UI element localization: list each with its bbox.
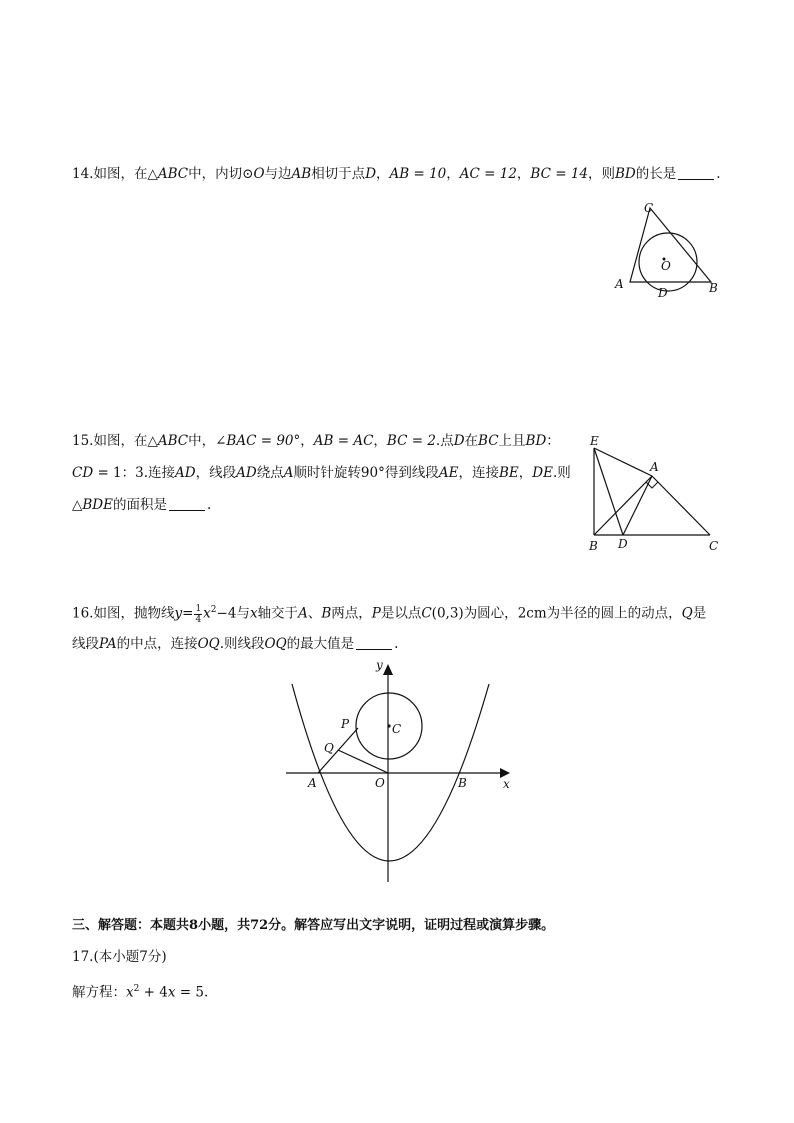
label-B: B (589, 539, 598, 553)
label-C: C (709, 539, 719, 553)
q15-text-line3: △BDE的面积是 . (72, 497, 212, 513)
label-C: C (392, 722, 402, 736)
label-D: D (658, 286, 668, 300)
label-A: A (615, 277, 624, 291)
fraction-one-quarter: $\frac{1}{4}$ (195, 603, 202, 625)
label-A: A (308, 776, 317, 790)
label-y: y (376, 658, 383, 672)
label-D: D (618, 537, 628, 551)
label-B: B (458, 776, 467, 790)
label-B: B (709, 281, 718, 295)
section-heading: 三、解答题：本题共8小题，共72分。解答应写出文字说明，证明过程或演算步骤。 (72, 918, 555, 933)
label-E: E (590, 434, 599, 448)
q15-text-line1: 15.如图，在△ABC中，∠BAC = 90°，AB = AC，BC = 2.点D在BC上且BD： (72, 433, 560, 449)
answer-blank[interactable] (169, 496, 205, 511)
q14-text: 14.如图，在△ABC中，内切⊙O与边AB相切于点D，AB = 10，AC = 12，BC = 14，则BD的长是 . (72, 166, 721, 182)
answer-blank[interactable] (678, 165, 714, 180)
q15-text-line2: CD = 1：3.连接AD，线段AD绕点A顺时针旋转90°得到线段AE，连接BE，DE.则 (72, 465, 571, 481)
label-A: A (650, 460, 659, 474)
q16-text-line1: 16.如图，抛物线y= $\frac{1}{4}$ $x^2-4$与x轴交于A、B两点，P是以点C(0,3)为圆心，2cm为半径的圆上的动点，Q是 (72, 603, 707, 625)
q16-text-line2: 线段PA的中点，连接OQ.则线段OQ的最大值是 . (72, 636, 399, 652)
label-O: O (661, 259, 671, 273)
label-Q: Q (324, 741, 334, 755)
label-P: P (341, 717, 350, 731)
label-x: x (503, 777, 510, 791)
label-C: C (644, 201, 654, 215)
q17-text: 解方程：$x^2 + 4x = 5$. (72, 984, 209, 1001)
q15-figure-rotated-segment (584, 432, 724, 556)
label-O: O (375, 776, 385, 790)
q14-figure-triangle-incircle (608, 196, 728, 304)
q17-header: 17.(本小题7分) (72, 949, 167, 965)
q16-figure-parabola-circle (278, 656, 518, 886)
answer-blank[interactable] (356, 635, 392, 650)
